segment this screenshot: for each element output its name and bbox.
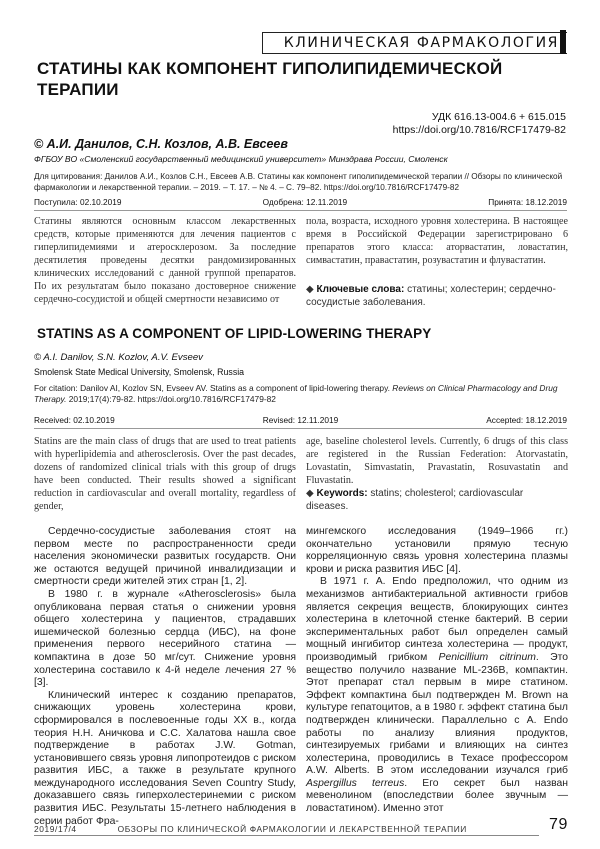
citation-journal: Reviews on Clinical Pharmacology and Drug Therapy. xyxy=(34,383,558,404)
text-run: В 1971 г. A. Endo предположил, что одним из механизмов антибактериальной активности грибов является секреция веществ, блокирующих синтез холестерина в клеточной стенке бактерий. В серии экспериментальных работ был определен самый мощный ингибитор синтеза холестерина — продукт, производимый грибком xyxy=(306,576,568,663)
rubric-label: КЛИНИЧЕСКАЯ ФАРМАКОЛОГИЯ xyxy=(283,35,559,51)
received-date-en: Received: 02.10.2019 xyxy=(34,415,115,425)
section-rubric xyxy=(262,32,567,54)
keywords-en xyxy=(306,487,568,513)
divider xyxy=(34,210,567,211)
body-paragraph: В 1980 г. в журнале «Atherosclerosis» была опубликована первая статья о снижении уровня общего холестерина у пациентов, страдавших ишемической болезнью сердца (ИБС), на фоне применения первого несерийного статина — компактина в дозе 50 мг/сут. Снижение уровня холестерина составило к 4-й неделе лечения 27 % [3]. xyxy=(34,588,296,689)
citation-tail: 2019;17(4):79-82. https://doi.org/10.7816/RCF17479-82 xyxy=(68,394,276,404)
accepted-date: Принята: 18.12.2019 xyxy=(488,197,567,207)
affiliation-ru: ФГБОУ ВО «Смоленский государственный медицинский университет» Минздрава России, Смоленск xyxy=(34,154,448,164)
footer-issue: 2019/17/4 xyxy=(34,824,77,834)
body-paragraph: Клинический интерес к созданию препаратов, снижающих уровень холестерина крови, сформировался в послевоенные годы ХХ в., когда теория Н.Н. Аничкова и С.С. Халатова нашла свое подтверждение в работах J.W. Gotman, установившего связь уровня липопротеидов с риском развития ИБС, а также в результате крупного международного исследования Seven Country Study, доказавшего связь гиперхолестеринемии с риском развития ИБС. Результаты 15-летнего наблюдения в серии работ Фра- xyxy=(34,689,296,827)
abstract-en-left: Statins are the main class of drugs that are used to treat patients with hyperlipidemia and atherosclerosis. Over the past decades, dozens of randomized clinical trials with this group of drugs have been conducted. Their results showed a significant reduction in cardiovascular and overall mortality, regardless of gender, xyxy=(34,436,296,512)
body-paragraph: мингемского исследования (1949–1966 гг.) окончательно установили прямую тесную корреляционную связь уровня холестерина плазмы крови и риска развития ИБС [4]. xyxy=(306,526,568,575)
citation-lead: For citation: Danilov AI, Kozlov SN, Evseev AV. Statins as a component of lipid-lowering therapy. xyxy=(34,383,390,393)
page-footer xyxy=(34,816,568,834)
diamond-bullet-icon: ◆ xyxy=(306,284,314,295)
species-name: Penicillium citrinum xyxy=(438,651,536,663)
received-date: Поступила: 02.10.2019 xyxy=(34,197,122,207)
udc-block xyxy=(393,111,566,137)
affiliation-en: Smolensk State Medical University, Smolensk, Russia xyxy=(34,367,245,377)
doi-link[interactable]: https://doi.org/10.7816/RCF17479-82 xyxy=(392,124,566,136)
keywords-ru xyxy=(306,283,568,309)
authors-ru: © А.И. Данилов, С.Н. Козлов, А.В. Евсеев xyxy=(34,137,288,151)
abstract-ru-right: пола, возраста, исходного уровня холестерина. В настоящее время в Российской Федерации зарегистрировано 6 препаратов этого класса: аторвастатин, ловастатин, симвастатин, правастатин, розувастатин и флувастатин. xyxy=(306,216,568,266)
footer-journal: ОБЗОРЫ ПО КЛИНИЧЕСКОЙ ФАРМАКОЛОГИИ И ЛЕКАРСТВЕННОЙ ТЕРАПИИ xyxy=(117,824,467,834)
dates-en xyxy=(34,415,567,425)
footer-rule xyxy=(34,835,539,836)
abstract-ru-left: Статины являются основным классом лекарственных средств, которые применяются для лечения пациентов с гиперлипидемиями и атеросклерозом. За последние десятилетия проведены десятки рандомизированных клинических исследований с данной группой препаратов. По их результатам было показано достоверное снижение сердечно-сосудистой и общей смертности независимо от xyxy=(34,216,296,305)
keywords-label: Ключевые слова: xyxy=(316,284,405,295)
accepted-date-en: Accepted: 18.12.2019 xyxy=(486,415,567,425)
authors-en: © A.I. Danilov, S.N. Kozlov, A.V. Evseev xyxy=(34,352,203,363)
revised-date-en: Revised: 12.11.2019 xyxy=(262,415,339,425)
body-paragraph: Сердечно-сосудистые заболевания стоят на первом месте по распространенности среди населения экономически развитых государств. Они же остаются ведущей причиной инвалидизации и смертности среди жителей этих стран [1, 2]. xyxy=(34,526,296,588)
text-run: . Это вещество получило название ML-236B, компактин. Этот препарат стал первым в мире статином. Эффект компактина был подтвержден M. Brown на культуре гепатоцитов, а в 1980 г. эффект статина был подтвержден клинически. Параллельно с A. Endo работы по анализу влияния продуктов, синтезируемых грибами и влияющих на синтез холестерина, проводились в Техасе профессором A.W. Alberts. В этом исследовании изучался гриб xyxy=(306,651,569,777)
article-title-en: STATINS AS A COMPONENT OF LIPID-LOWERING THERAPY xyxy=(37,326,432,341)
rubric-tick xyxy=(560,30,566,54)
body-paragraph xyxy=(306,576,568,815)
article-title-ru: СТАТИНЫ КАК КОМПОНЕНТ ГИПОЛИПИДЕМИЧЕСКОЙ ТЕРАПИИ xyxy=(37,59,503,99)
diamond-bullet-icon: ◆ xyxy=(306,488,314,499)
udc-code: УДК 616.13-004.6 + 615.015 xyxy=(431,111,566,123)
keywords-label-en: Keywords: xyxy=(316,488,368,499)
citation-ru: Для цитирования: Данилов А.И., Козлов С.Н., Евсеев А.В. Статины как компонент гиполипидемической терапии // Обзоры по клинической фармакологии и лекарственной терапии. – 2019. – Т. 17. – № 4. – С. 79–82. https://doi.org/10.7816/RCF17479-82 xyxy=(34,172,563,192)
body-right-column xyxy=(306,526,568,816)
keywords-text: статины; холестерин; сердечно-сосудистые заболевания. xyxy=(306,284,556,308)
body-left-column xyxy=(34,526,296,828)
keywords-text-en: statins; cholesterol; cardiovascular diseases. xyxy=(306,488,524,512)
divider-en xyxy=(34,428,567,429)
species-name: Aspergillus terreus xyxy=(306,777,405,789)
citation-en xyxy=(34,383,568,405)
text-run: . Его секрет был назван мевенолином (впоследствии более звучным — ловастатином). Именно этот xyxy=(306,777,568,815)
revised-date: Одобрена: 12.11.2019 xyxy=(262,197,348,207)
dates-ru xyxy=(34,197,567,207)
abstract-en-right: age, baseline cholesterol levels. Currently, 6 drugs of this class are registered in the Russian Federation: Atorvastatin, Lovastatin, Simvastatin, Pravastatin, Rosuvastatin and Fluvastatin. xyxy=(306,436,568,486)
page-number: 79 xyxy=(549,816,568,833)
